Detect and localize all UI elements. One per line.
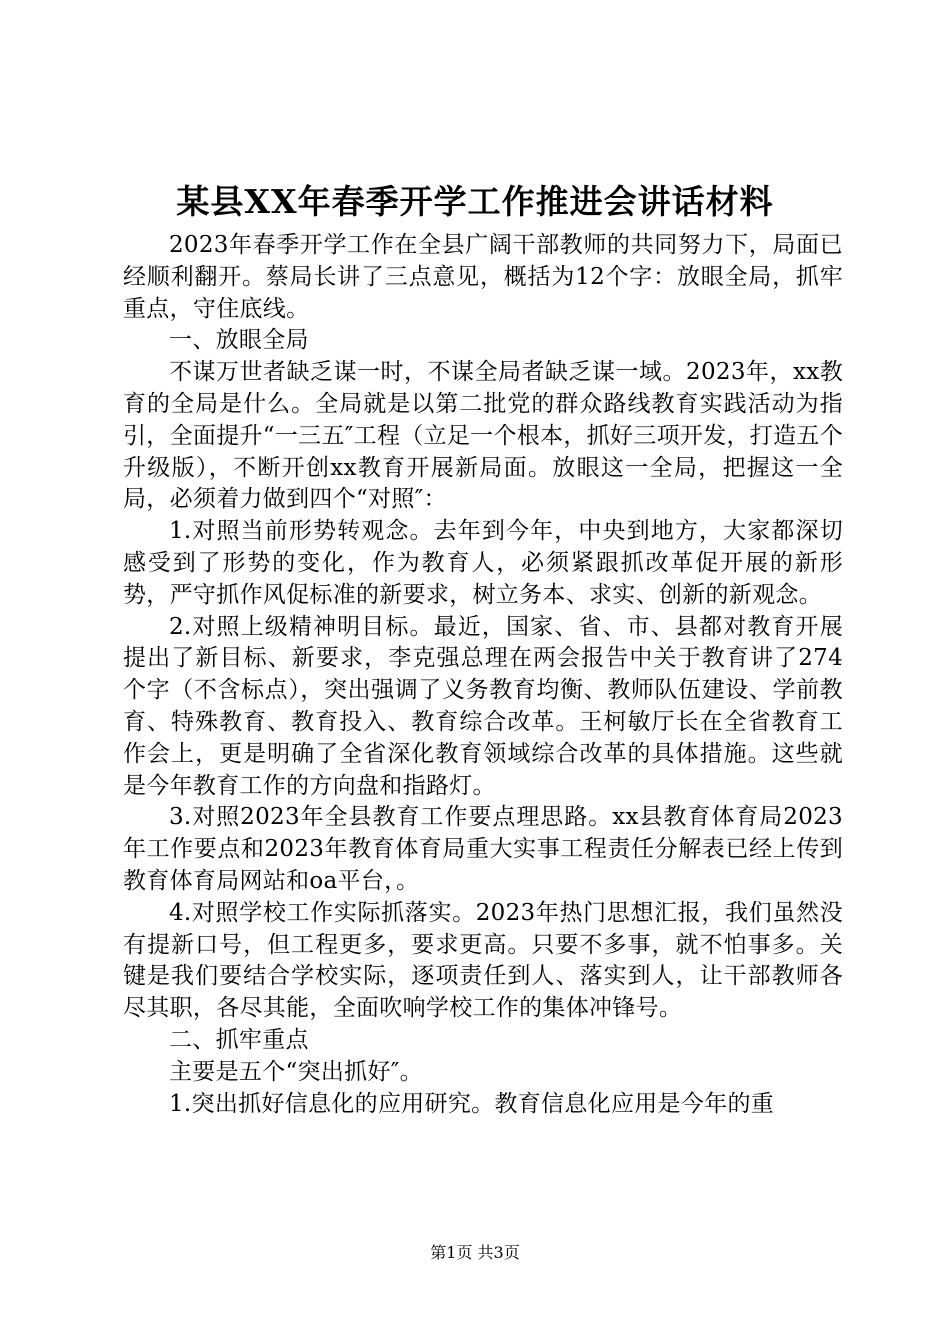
paragraph-intro: 2023年春季开学工作在全县广阔干部教师的共同努力下，局面已经顺利翻开。蔡局长讲了三点意见，概括为12个字：放眼全局，抓牢重点，守住底线。 xyxy=(123,232,843,322)
section-heading-1: 一、放眼全局 xyxy=(169,327,309,354)
paragraph-focus-item-1: 1.突出抓好信息化的应用研究。教育信息化应用是今年的重 xyxy=(169,1090,775,1117)
paragraph-item-3: 3.对照2023年全县教育工作要点理思路。xx县教育体育局2023年工作要点和2023年教育体育局重大实事工程责任分解表已经上传到教育体育局网站和oa平台，。 xyxy=(123,804,843,894)
paragraph-overview: 不谋万世者缺乏谋一时，不谋全局者缺乏谋一域。2023年，xx教育的全局是什么。全局就是以第二批党的群众路线教育实践活动为指引，全面提升“一三五″工程（立足一个根本，抓好三项开发，打造五个升级版），不断开创xx教育开展新局面。放眼这一全局，把握这一全局，必须着力做到四个“对照″： xyxy=(123,359,843,513)
document-title: 某县XX年春季开学工作推进会讲话材料 xyxy=(176,182,774,221)
paragraph-item-2: 2.对照上级精神明目标。最近，国家、省、市、县都对教育开展提出了新目标、新要求，李克强总理在两会报告中关于教育讲了274个字（不含标点），突出强调了义务教育均衡、教师队伍建设、学前教育、特殊教育、教育投入、教育综合改革。王柯敏厅长在全省教育工作会上，更是明确了全省深化教育领域综合改革的具体措施。这些就是今年教育工作的方向盘和指路灯。 xyxy=(123,613,843,799)
document-body xyxy=(123,230,843,1120)
section-heading-2: 二、抓牢重点 xyxy=(169,1026,309,1053)
page-footer: 第1页 共3页 xyxy=(430,1243,520,1262)
paragraph-focus-summary: 主要是五个“突出抓好″。 xyxy=(169,1058,423,1085)
paragraph-item-1: 1.对照当前形势转观念。去年到今年，中央到地方，大家都深切感受到了形势的变化，作为教育人，必须紧跟抓改革促开展的新形势，严守抓作风促标准的新要求，树立务本、求实、创新的新观念。 xyxy=(123,518,843,608)
paragraph-item-4: 4.对照学校工作实际抓落实。2023年热门思想汇报，我们虽然没有提新口号，但工程更多，要求更高。只要不多事，就不怕事多。关键是我们要结合学校实际，逐项责任到人、落实到人，让干部教师各尽其职，各尽其能，全面吹响学校工作的集体冲锋号。 xyxy=(123,899,843,1022)
